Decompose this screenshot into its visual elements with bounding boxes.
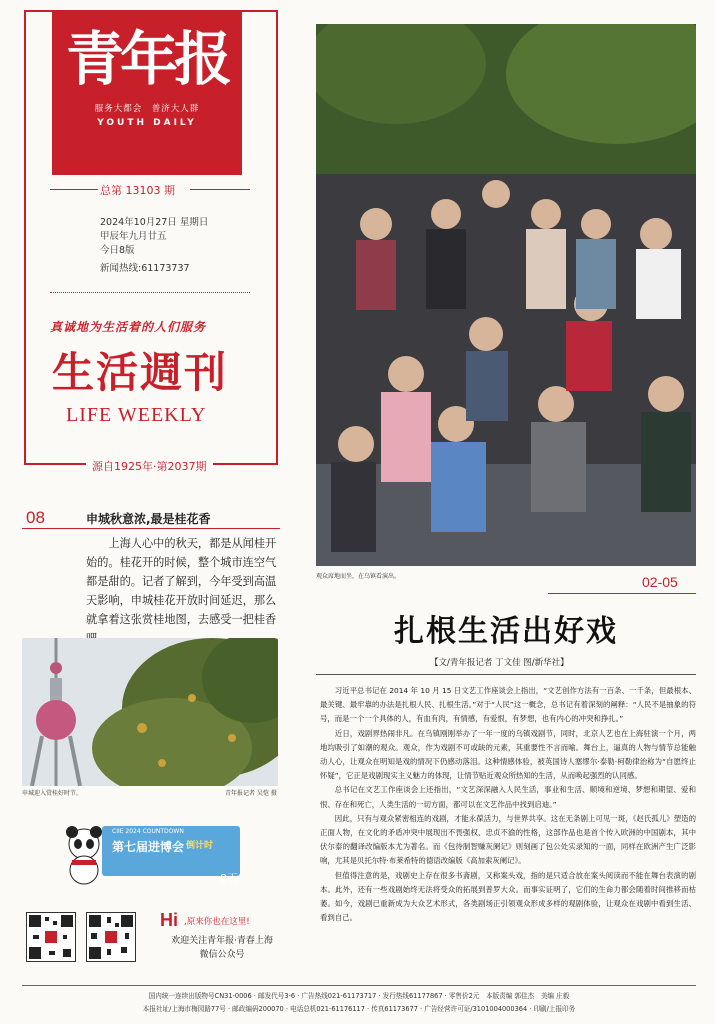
ad-title: 第七届进博会 — [112, 840, 185, 854]
tower-photo-credit: 青年报记者 吴恺 摄 — [225, 790, 277, 797]
main-photo-caption: 观众席地而坐，在乌镇看演出。 — [316, 573, 401, 580]
logo-english: YOUTH DAILY — [97, 118, 197, 128]
follow-line-2: 微信公众号 — [199, 950, 245, 960]
panda-mascot-icon — [62, 826, 106, 886]
side-story-page: 08 — [26, 508, 45, 527]
ad-days: 8天 — [220, 872, 238, 885]
dotted-divider — [50, 292, 250, 294]
audience-photo — [316, 24, 696, 566]
article-paragraph: 但值得注意的是，戏剧史上存在很多书斋剧，又称案头戏，指的是只适合放在案头阅读而不能在舞台表演的剧本。此外，还有一些戏剧始终无法将受众的拓展到普罗大众。而事实证明了，它们的生命力都会随着时间推移而枯萎。如今，戏剧已重新成为大众艺术形式，各类剧场正引领观众形成多样的观剧体验，让观众在戏剧中看到生活、看到自己。 — [320, 870, 696, 923]
issue-divider-left — [50, 189, 98, 190]
byline-divider — [316, 674, 696, 675]
side-story-body: 上海人心中的秋天，都是从闻桂开始的。桂花开的时候，整个城市连空气都是甜的。记者了解到，今年受到高温天影响，申城桂花开放时间延迟，那么就拿着这张赏桂地图，去感受一把桂香 — [86, 537, 277, 626]
logo-text: 青年报 — [65, 25, 228, 93]
qr-code-icon[interactable] — [86, 912, 136, 962]
qr-code-icon[interactable] — [26, 912, 76, 962]
feature-pages-divider — [548, 593, 696, 594]
issue-lunar-date: 甲辰年九月廿五 — [100, 231, 167, 242]
supplement-title: 生活週刊 — [52, 348, 229, 397]
article-paragraph: 因此，只有与观众紧密相连的戏剧，才能永葆活力，与世界共享。这在无条剧上可见一斑，《赵氏孤儿》塑造的正面人物，在文化的矛盾冲突中展现出不畏强权、忠贞不渝的性格，这部作品也是首个传入欧洲的中国剧本，其中伏尔泰的翻译改编版本尤为著名。而《包待制智赚灰阑记》则刻画了包公处实录知的一面，同样在欧洲产生广泛影响，尤其是贝托尔特·布莱希特的德语改编版《高加索灰阑记》。 — [320, 813, 696, 866]
article-paragraph: 近日，戏剧界热闹非凡。在乌镇刚刚举办了一年一度的乌镇戏剧节，同时，北京人艺也在上海驻演一个月，两地均吸引了如潮的观众。观众，作为戏剧不可或缺的元素，其重要性不言而喻。舞台上，逼真的人物与情节总能触动人心，让观众在明知是戏的情况下仍感动落泪。这种情感体验，被英国诗人塞缪尔·泰勒·柯勒律治称为“自愿终止怀疑”，它正是戏剧现实主义魅力的体现，让情节贴近观众所热知的生活，从而唤起强烈的认同感。 — [320, 728, 696, 781]
hi-subtitle: ,原来你也在这里! — [184, 917, 250, 927]
issue-number: 总第 13103 期 — [100, 184, 175, 197]
issue-edition: 今日8版 — [100, 245, 135, 256]
article-paragraph: 习近平总书记在 2014 年 10 月 15 日文艺工作座谈会上指出，“文艺创作方法有一百条、一千条，但最根本、最关键、最牢靠的办法是扎根人民、扎根生活。”对于“人民”这一概念，总书记有着深刻的阐释：“人民不是抽象的符号，而是一个一个具体的人，有血有肉，有情感，有爱恨，有梦想，也有内心的冲突和挣扎。” — [320, 686, 696, 724]
masthead-logo — [52, 10, 242, 175]
ad-countdown-label: CIIE 2024 COUNTDOWN — [112, 828, 184, 835]
follow-line-1: 欢迎关注青年报·青春上海 — [171, 936, 273, 946]
footer-line-2: 本报社址/上海市梅园路77号 · 邮政编码200070 · 电话总机021-61176117 · 传真61173677 · 广告经营许可证/3101004000364 · 印刷/上报印务 — [142, 1005, 576, 1013]
news-hotline: 新闻热线:61173737 — [100, 263, 190, 274]
feature-headline[interactable]: 扎根生活出好戏 — [394, 614, 618, 649]
follow-prompt — [162, 934, 282, 962]
supplement-title-english: LIFE WEEKLY — [66, 404, 207, 426]
tower-photo-caption: 申城迎入赏桂好时节。 — [22, 790, 83, 797]
ad-tag: 倒计时 — [186, 841, 214, 851]
feature-article — [320, 684, 696, 925]
supplement-issue: 源自1925年·第2037期 — [86, 458, 213, 474]
issue-divider-right — [190, 189, 250, 190]
article-paragraph: 总书记在文艺工作座谈会上还指出，“文艺深深融入人民生活，事业和生活、顺境和逆境、梦想和期望、爱和恨、存在和死亡，人类生活的一切方面，都可以在文艺作品中找到启迪。” — [320, 785, 696, 809]
feature-byline: 【文/青年报记者 丁文佳 图/新华社】 — [430, 658, 569, 668]
feature-pages: 02-05 — [642, 574, 678, 590]
side-story-divider — [22, 528, 280, 529]
supplement-slogan: 真诚地为生活着的人们服务 — [50, 320, 207, 334]
issue-date: 2024年10月27日 星期日 — [100, 217, 209, 228]
footer-divider — [22, 985, 696, 986]
footer-line-1: 国内统一连续出版物号CN31-0006 · 邮发代号3-6 · 广告热线021-61173717 · 发行热线61177867 · 零售价2元 本版责编 郭佳杰 美编 庄毅 — [148, 992, 570, 1000]
hi-label: Hi — [160, 910, 178, 930]
logo-motto: 服务大都会 普济大人群 — [94, 104, 200, 114]
side-story-title[interactable]: 申城秋意浓,最是桂花香 — [86, 512, 211, 526]
tower-photo — [22, 638, 278, 786]
